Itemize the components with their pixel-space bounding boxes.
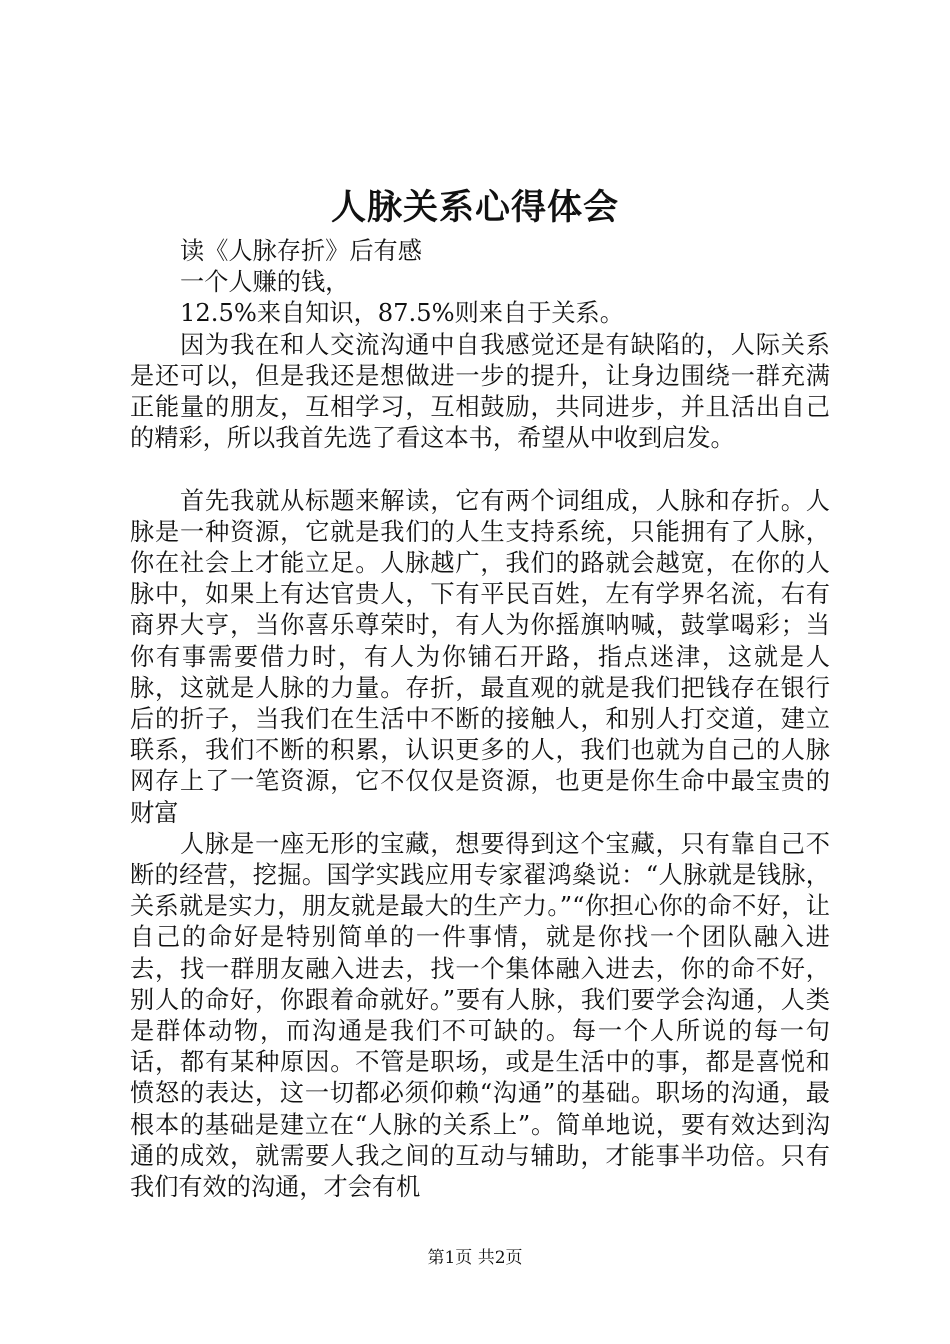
page-title: 人脉关系心得体会 <box>330 187 619 228</box>
document-body <box>130 236 830 1203</box>
paragraph-title-interpretation: 首先我就从标题来解读，它有两个词组成，人脉和存折。人脉是一种资源，它就是我们的人生支持系统，只能拥有了人脉，你在社会上才能立足。人脉越广，我们的路就会越宽，在你的人脉中，如果上有达官贵人，下有平民百姓，左有学界名流，右有商界大亨，当你喜乐尊荣时，有人为你摇旗呐喊，鼓掌喝彩；当你有事需要借力时，有人为你铺石开路，指点迷津，这就是人脉，这就是人脉的力量。存折，最直观的就是我们把钱存在银行后的折子，当我们在生活中不断的接触人，和别人打交道，建立联系，我们不断的积累，认识更多的人，我们也就为自己的人脉网存上了一笔资源，它不仅仅是资源，也更是你生命中最宝贵的财富 <box>130 486 830 827</box>
paragraph-invisible-treasure: 人脉是一座无形的宝藏，想要得到这个宝藏，只有靠自己不断的经营，挖掘。国学实践应用专家翟鸿燊说：“人脉就是钱脉，关系就是实力，朋友就是最大的生产力。”“你担心你的命不好，让自己的命好是特别简单的一件事情，就是你找一个团队融入进去，找一群朋友融入进去，找一个集体融入进去，你的命不好，别人的命好，你跟着命就好。”要有人脉，我们要学会沟通，人类是群体动物，而沟通是我们不可缺的。每一个人所说的每一句话，都有某种原因。不管是职场，或是生活中的事，都是喜悦和愤怒的表达，这一切都必须仰赖“沟通”的基础。职场的沟通，最根本的基础是建立在“人脉的关系上”。简单地说，要有效达到沟通的成效，就需要人我之间的互动与辅助，才能事半功倍。只有我们有效的沟通，才会有机 <box>130 829 830 1202</box>
paragraph-quote-line-2: 12.5%来自知识，87.5%则来自于关系。 <box>180 299 624 328</box>
paragraph-subtitle: 读《人脉存折》后有感 <box>180 237 422 265</box>
page-footer: 第1页 共2页 <box>427 1248 523 1268</box>
paragraph-spacer <box>130 454 830 485</box>
paragraph-quote-line-1: 一个人赚的钱， <box>180 268 350 297</box>
paragraph-intro: 因为我在和人交流沟通中自我感觉还是有缺陷的，人际关系是还可以，但是我还是想做进一步的提升，让身边围绕一群充满正能量的朋友，互相学习，互相鼓励，共同进步，并且活出自己的精彩，所以我首先选了看这本书，希望从中收到启发。 <box>130 330 830 453</box>
